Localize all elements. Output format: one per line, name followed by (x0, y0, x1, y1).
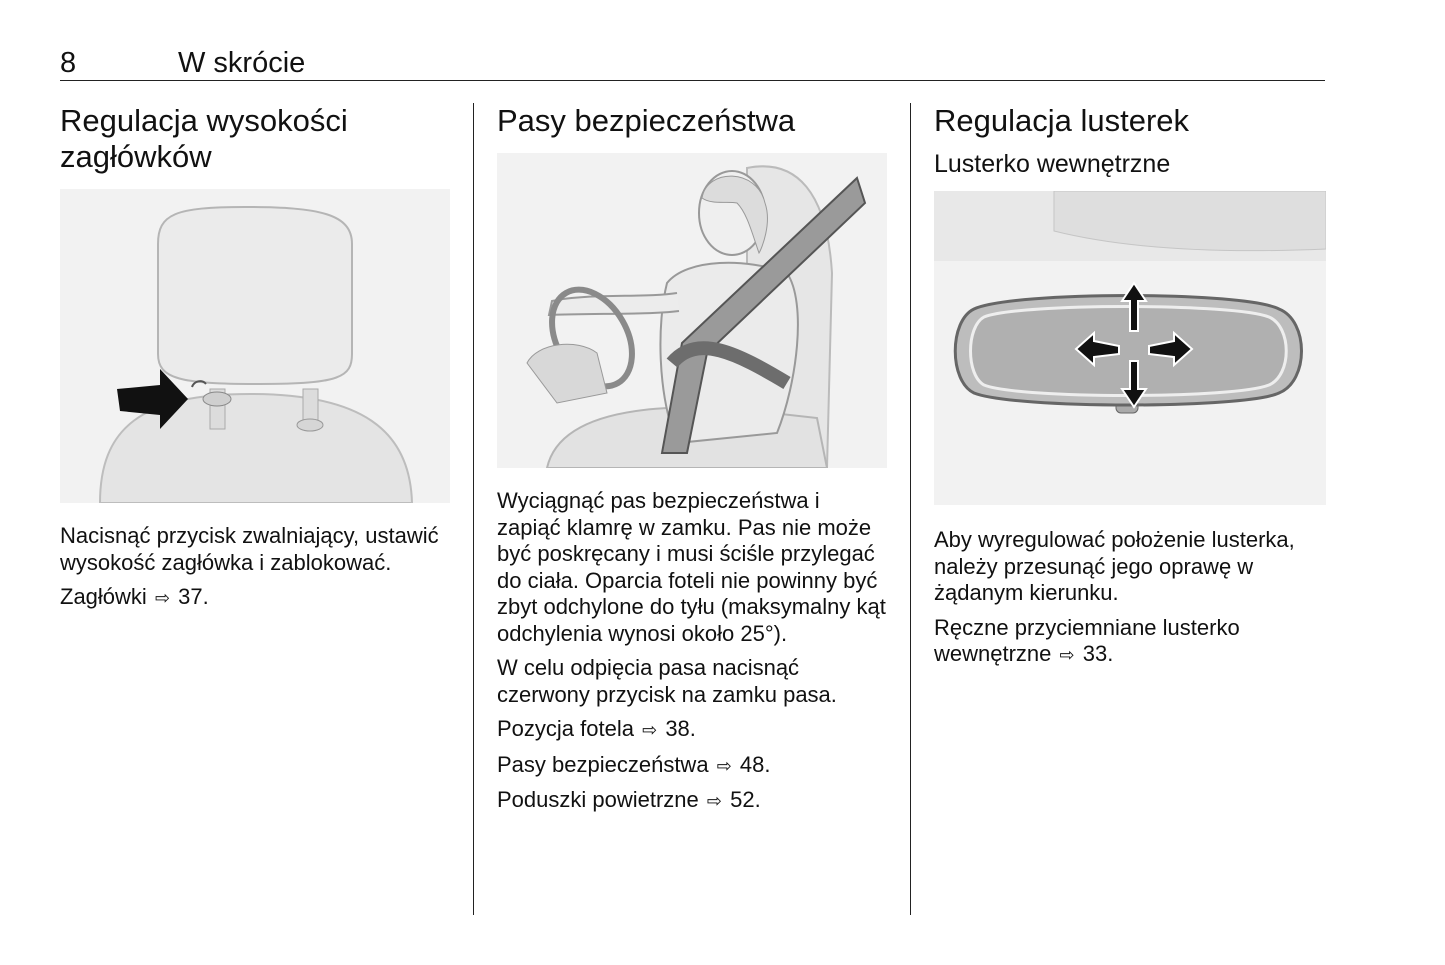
reference-line: Poduszki powietrzne ⇨ 52. (497, 787, 889, 815)
page-number: 8 (60, 47, 77, 79)
paragraph: Nacisnąć przycisk zwalniający, ustawić wysokość zagłówka i zablokować. (60, 523, 439, 575)
page-header (60, 46, 1325, 81)
headrest-illustration (60, 189, 450, 503)
seatbelt-figure (497, 153, 887, 468)
paragraph: Wyciągnąć pas bezpieczeństwa i zapiąć klamrę w zamku. Pas nie może być poskręcany i musi ściśle przylegać do ciała. Oparcia foteli nie powinny być zbyt odchylone do tyłu (maksymalny kąt odchylenia wynosi około 25°). (497, 488, 886, 646)
cross-reference-icon: ⇨ (642, 720, 658, 740)
mirror-figure (934, 191, 1326, 505)
reference-line: Pozycja fotela ⇨ 38. (497, 716, 889, 744)
column-divider (473, 103, 474, 915)
seat-belt-illustration (497, 153, 887, 468)
heading-mirror: Regulacja lusterek (934, 103, 1190, 138)
mirror-text (934, 527, 1326, 669)
section-title: W skrócie (178, 47, 306, 79)
reference-line: Pasy bezpieczeństwa ⇨ 48. (497, 752, 889, 780)
column-mirror (934, 103, 1326, 677)
seatbelt-text (497, 488, 889, 815)
paragraph: W celu odpięcia pasa nacisnąć czerwony przycisk na zamku pasa. (497, 655, 837, 707)
column-headrest (60, 103, 452, 620)
cross-reference-icon: ⇨ (706, 791, 722, 811)
subheading-interior-mirror: Lusterko wewnętrzne (934, 150, 1171, 178)
heading-headrest: Regulacja wysokości zagłówków (60, 103, 348, 174)
paragraph: Aby wyregulować położenie lusterka, należy przesunąć jego oprawę w żądanym kierunku. (934, 527, 1295, 605)
reference-line: Zagłówki ⇨ 37. (60, 584, 452, 612)
reference-line: Ręczne przyciemniane lusterko wewnętrzne ⇨ 33. (934, 615, 1326, 669)
cross-reference-icon: ⇨ (716, 755, 732, 776)
column-seatbelt (497, 103, 889, 823)
headrest-text (60, 523, 452, 612)
cross-reference-icon: ⇨ (1059, 645, 1075, 665)
headrest-figure (60, 189, 450, 503)
column-divider (910, 103, 911, 915)
interior-mirror-illustration (934, 191, 1326, 505)
cross-reference-icon: ⇨ (154, 588, 171, 608)
heading-seatbelt: Pasy bezpieczeństwa (497, 103, 796, 138)
